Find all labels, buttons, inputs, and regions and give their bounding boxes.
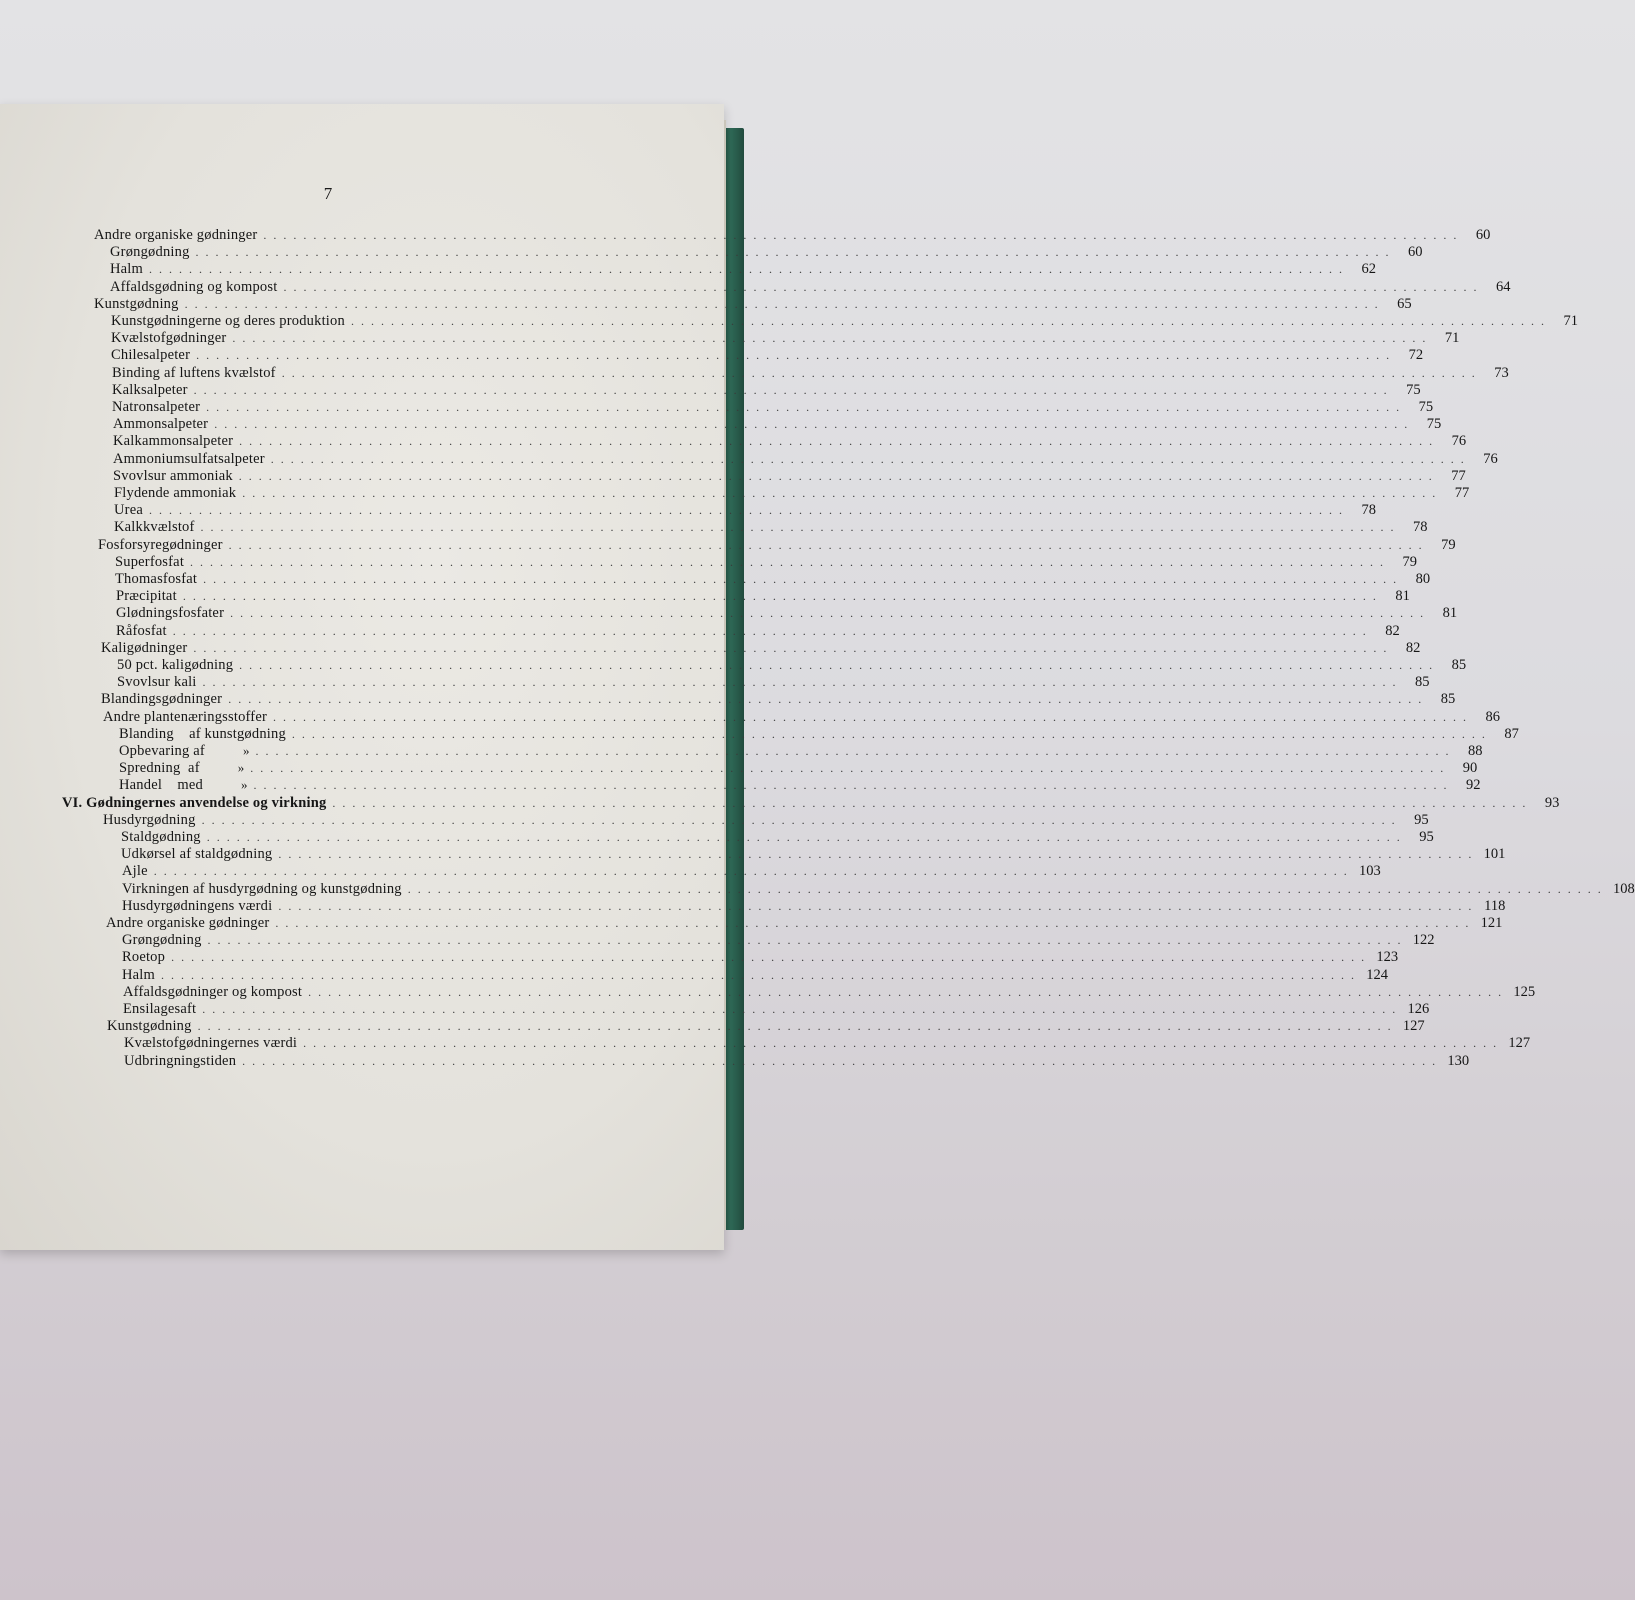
dot-leader: . . . . . . . . . . . . . . . . . . . . . . . . . . . . . . . . . . . . . . . . . . . . . . . . . . . . . . . . . . . . . . . . . . . . . . . . . . . . . . . . . . . . . . . . . . . . . . . . . . . . . . . . . . . . . . . . . . . . . . . .: [228, 537, 1424, 552]
dot-leader: . . . . . . . . . . . . . . . . . . . . . . . . . . . . . . . . . . . . . . . . . . . . . . . . . . . . . . . . . . . . . . . . . . . . . . . . . . . . . . . . . . . . . . . . . . . . . . . . . . . . . . . . . . . . . . . . . . . . . . . .: [190, 554, 1386, 569]
toc-entry-page: 76: [1451, 433, 1467, 450]
toc-entry-page: 81: [1442, 605, 1458, 622]
toc-entry: [103, 811, 1429, 830]
toc-entry-label: Blanding af kunstgødning: [119, 725, 286, 742]
toc-entry: [123, 983, 1536, 1002]
toc-entry: [111, 330, 1460, 348]
toc-entry-page: 108: [1612, 880, 1635, 897]
toc-entry-label: Halm: [122, 966, 156, 983]
toc-entry-page: 121: [1480, 915, 1503, 931]
dot-leader: . . . . . . . . . . . . . . . . . . . . . . . . . . . . . . . . . . . . . . . . . . . . . . . . . . . . . . . . . . . . . . . . . . . . . . . . . . . . . . . . . . . . . . . . . . . . . . . . . . . . . . . . . . . . . . . . . . . . . . . .: [230, 606, 1426, 621]
toc-entry: [114, 485, 1470, 503]
dot-leader: . . . . . . . . . . . . . . . . . . . . . . . . . . . . . . . . . . . . . . . . . . . . . . . . . . . . . . . . . . . . . . . . . . . . . . . . . . . . . . . . . . . . . . . . . . . . . . . . . . . . . . . . . . . . . . . . . . . . . . . .: [195, 245, 1391, 260]
toc-entry-label: Superfosfat: [115, 553, 185, 570]
toc-entry: [122, 880, 1635, 899]
toc-entry-label: Fosforsyregødninger: [98, 536, 223, 553]
toc-entry: [110, 261, 1377, 279]
toc-entry-page: 82: [1385, 622, 1400, 639]
toc-entry-page: 88: [1467, 743, 1483, 759]
toc-entry-label: Grøngødning: [122, 932, 202, 949]
toc-entry: [114, 519, 1428, 537]
dot-leader: . . . . . . . . . . . . . . . . . . . . . . . . . . . . . . . . . . . . . . . . . . . . . . . . . . . . . . . . . . . . . . . . . . . . . . . . . . . . . . . . . . . . . . . . . . . . . . . . . . . . . . . . . . . . . . . . . . . . . . . .: [172, 623, 1368, 638]
toc-entry-page: 95: [1419, 829, 1434, 845]
toc-entry-page: 93: [1544, 794, 1560, 811]
toc-entry: [121, 846, 1506, 864]
dot-leader: . . . . . . . . . . . . . . . . . . . . . . . . . . . . . . . . . . . . . . . . . . . . . . . . . . . . . . . . . . . . . . . . . . . . . . . . . . . . . . . . . . . . . . . . . . . . . . . . . . . . . . . . . . . . . . . . . . . . . . . .: [202, 1002, 1398, 1016]
toc-entry: [116, 622, 1400, 641]
dot-leader: . . . . . . . . . . . . . . . . . . . . . . . . . . . . . . . . . . . . . . . . . . . . . . . . . . . . . . . . . . . . . . . . . . . . . . . . . . . . . . . . . . . . . . . . . . . . . . . . . . . . . . . . . . . . . . . . . . . . . . . .: [193, 640, 1389, 655]
toc-entry-page: 118: [1484, 897, 1506, 914]
toc-entry-page: 76: [1483, 450, 1498, 467]
toc-entry-label: Roetop: [122, 949, 166, 966]
toc-entry-page: 75: [1418, 399, 1434, 415]
dot-leader: . . . . . . . . . . . . . . . . . . . . . . . . . . . . . . . . . . . . . . . . . . . . . . . . . . . . . . . . . . . . . . . . . . . . . . . . . . . . . . . . . . . . . . . . . . . . . . . . . . . . . . . . . . . . . . . . . . . . . . . .: [238, 468, 1434, 483]
toc-entry: [115, 553, 1418, 572]
toc-entry-label: Kvælstofgødningernes værdi: [124, 1035, 298, 1052]
toc-entry-page: 72: [1408, 347, 1424, 364]
toc-entry: [116, 605, 1458, 623]
dot-leader: . . . . . . . . . . . . . . . . . . . . . . . . . . . . . . . . . . . . . . . . . . . . . . . . . . . . . . . . . . . . . . . . . . . . . . . . . . . . . . . . . . . . . . . . . . . . . . . . . . . . . . . . . . . . . . . . . . . . . . . .: [250, 761, 1446, 776]
toc-entry-page: 130: [1447, 1052, 1470, 1069]
dot-leader: . . . . . . . . . . . . . . . . . . . . . . . . . . . . . . . . . . . . . . . . . . . . . . . . . . . . . . . . . . . . . . . . . . . . . . . . . . . . . . . . . . . . . . . . . . . . . . . . . . . . . . . . . . . . . . . . . . . . . . . .: [281, 365, 1477, 380]
dot-leader: . . . . . . . . . . . . . . . . . . . . . . . . . . . . . . . . . . . . . . . . . . . . . . . . . . . . . . . . . . . . . . . . . . . . . . . . . . . . . . . . . . . . . . . . . . . . . . . . . . . . . . . . . . . . . . . . . . . . . . . .: [275, 916, 1471, 930]
toc-entry-page: 86: [1485, 708, 1500, 725]
dot-leader: . . . . . . . . . . . . . . . . . . . . . . . . . . . . . . . . . . . . . . . . . . . . . . . . . . . . . . . . . . . . . . . . . . . . . . . . . . . . . . . . . . . . . . . . . . . . . . . . . . . . . . . . . . . . . . . . . . . . . . . .: [242, 486, 1438, 500]
toc-entry: [113, 433, 1467, 451]
toc-entry-page: 125: [1513, 983, 1536, 1000]
toc-entry-page: 103: [1359, 863, 1381, 880]
toc-entry: [112, 381, 1421, 400]
toc-entry-page: 60: [1475, 227, 1491, 243]
ditto-mark: »: [240, 777, 248, 793]
toc-entry-label: Husdyrgødning: [103, 811, 196, 828]
toc-entry-page: 81: [1395, 588, 1410, 605]
dot-leader: . . . . . . . . . . . . . . . . . . . . . . . . . . . . . . . . . . . . . . . . . . . . . . . . . . . . . . . . . . . . . . . . . . . . . . . . . . . . . . . . . . . . . . . . . . . . . . . . . . . . . . . . . . . . . . . . . . . . . . . .: [253, 778, 1449, 793]
dot-leader: . . . . . . . . . . . . . . . . . . . . . . . . . . . . . . . . . . . . . . . . . . . . . . . . . . . . . . . . . . . . . . . . . . . . . . . . . . . . . . . . . . . . . . . . . . . . . . . . . . . . . . . . . . . . . . . . . . . . . . . .: [202, 675, 1398, 690]
toc-entry-label: Spredning af: [119, 760, 200, 777]
dot-leader: . . . . . . . . . . . . . . . . . . . . . . . . . . . . . . . . . . . . . . . . . . . . . . . . . . . . . . . . . . . . . . . . . . . . . . . . . . . . . . . . . . . . . . . . . . . . . . . . . . . . . . . . . . . . . . . . . . . . . . . .: [242, 1053, 1438, 1068]
toc-entry-page: 62: [1361, 261, 1377, 278]
toc-entry-label: Glødningsfosfater: [116, 605, 225, 622]
toc-entry-page: 123: [1376, 949, 1399, 966]
toc-entry-page: 75: [1406, 381, 1421, 398]
toc-entry: [103, 708, 1500, 727]
dot-leader: . . . . . . . . . . . . . . . . . . . . . . . . . . . . . . . . . . . . . . . . . . . . . . . . . . . . . . . . . . . . . . . . . . . . . . . . . . . . . . . . . . . . . . . . . . . . . . . . . . . . . . . . . . . . . . . . . . . . . . . .: [350, 314, 1546, 328]
dot-leader: . . . . . . . . . . . . . . . . . . . . . . . . . . . . . . . . . . . . . . . . . . . . . . . . . . . . . . . . . . . . . . . . . . . . . . . . . . . . . . . . . . . . . . . . . . . . . . . . . . . . . . . . . . . . . . . . . . . . . . . .: [303, 1036, 1499, 1051]
toc-entry-label: Blandingsgødninger: [101, 691, 223, 708]
dot-leader: . . . . . . . . . . . . . . . . . . . . . . . . . . . . . . . . . . . . . . . . . . . . . . . . . . . . . . . . . . . . . . . . . . . . . . . . . . . . . . . . . . . . . . . . . . . . . . . . . . . . . . . . . . . . . . . . . . . . . . . .: [278, 898, 1474, 913]
dot-leader: . . . . . . . . . . . . . . . . . . . . . . . . . . . . . . . . . . . . . . . . . . . . . . . . . . . . . . . . . . . . . . . . . . . . . . . . . . . . . . . . . . . . . . . . . . . . . . . . . . . . . . . . . . . . . . . . . . . . . . . .: [278, 847, 1474, 862]
dot-leader: . . . . . . . . . . . . . . . . . . . . . . . . . . . . . . . . . . . . . . . . . . . . . . . . . . . . . . . . . . . . . . . . . . . . . . . . . . . . . . . . . . . . . . . . . . . . . . . . . . . . . . . . . . . . . . . . . . . . . . . .: [161, 967, 1357, 982]
toc-entry: [115, 571, 1431, 589]
toc-entry-label: Kaligødninger: [101, 639, 188, 656]
page-number: 7: [323, 184, 333, 203]
toc-entry-page: 77: [1451, 467, 1466, 484]
dot-leader: . . . . . . . . . . . . . . . . . . . . . . . . . . . . . . . . . . . . . . . . . . . . . . . . . . . . . . . . . . . . . . . . . . . . . . . . . . . . . . . . . . . . . . . . . . . . . . . . . . . . . . . . . . . . . . . . . . . . . . . .: [255, 744, 1451, 758]
toc-entry-label: Andre organiske gødninger: [106, 915, 270, 931]
dot-leader: . . . . . . . . . . . . . . . . . . . . . . . . . . . . . . . . . . . . . . . . . . . . . . . . . . . . . . . . . . . . . . . . . . . . . . . . . . . . . . . . . . . . . . . . . . . . . . . . . . . . . . . . . . . . . . . . . . . . . . . .: [332, 795, 1528, 810]
toc-entry: [94, 295, 1412, 314]
toc-entry: [116, 588, 1410, 606]
toc-entry: [112, 364, 1509, 383]
toc-entry-page: 71: [1444, 330, 1460, 347]
toc-entry: [122, 897, 1506, 916]
toc-entry-label: Thomasfosfat: [115, 571, 198, 587]
toc-entry-page: 82: [1405, 639, 1421, 656]
ditto-mark: »: [242, 743, 250, 758]
toc-entry: [123, 1001, 1430, 1019]
toc-entry-label: Kunstgødning: [107, 1018, 192, 1035]
toc-entry-page: 122: [1412, 932, 1435, 949]
toc-entry-label: Kalkammonsalpeter: [113, 433, 234, 450]
toc-entry-page: 90: [1462, 760, 1478, 777]
toc-entry-label: 50 pct. kaligødning: [117, 657, 234, 673]
toc-entry-page: 79: [1402, 553, 1418, 570]
toc-entry: [122, 966, 1389, 985]
toc-entry-label: Andre organiske gødninger: [94, 227, 258, 243]
toc-entry-page: 77: [1454, 485, 1470, 501]
dot-leader: . . . . . . . . . . . . . . . . . . . . . . . . . . . . . . . . . . . . . . . . . . . . . . . . . . . . . . . . . . . . . . . . . . . . . . . . . . . . . . . . . . . . . . . . . . . . . . . . . . . . . . . . . . . . . . . . . . . . . . . .: [239, 434, 1435, 449]
dot-leader: . . . . . . . . . . . . . . . . . . . . . . . . . . . . . . . . . . . . . . . . . . . . . . . . . . . . . . . . . . . . . . . . . . . . . . . . . . . . . . . . . . . . . . . . . . . . . . . . . . . . . . . . . . . . . . . . . . . . . . . .: [196, 348, 1392, 363]
toc-entry-label: Kvælstofgødninger: [111, 330, 227, 347]
toc-entry-page: 127: [1508, 1035, 1531, 1052]
toc-entry-page: 80: [1415, 571, 1431, 587]
toc-entry: [112, 399, 1434, 417]
dot-leader: . . . . . . . . . . . . . . . . . . . . . . . . . . . . . . . . . . . . . . . . . . . . . . . . . . . . . . . . . . . . . . . . . . . . . . . . . . . . . . . . . . . . . . . . . . . . . . . . . . . . . . . . . . . . . . . . . . . . . . . .: [153, 864, 1349, 879]
toc-entry: [106, 915, 1503, 933]
toc-entry-page: 87: [1504, 725, 1519, 742]
toc-entry-label: Grøngødning: [110, 244, 190, 261]
toc-entry: [122, 932, 1435, 950]
toc-entry-page: 124: [1366, 966, 1389, 983]
dot-leader: . . . . . . . . . . . . . . . . . . . . . . . . . . . . . . . . . . . . . . . . . . . . . . . . . . . . . . . . . . . . . . . . . . . . . . . . . . . . . . . . . . . . . . . . . . . . . . . . . . . . . . . . . . . . . . . . . . . . . . . .: [291, 726, 1487, 741]
toc-entry-page: 126: [1407, 1001, 1430, 1017]
toc-entry-page: 78: [1361, 502, 1376, 519]
toc-entry-page: 85: [1415, 674, 1430, 691]
toc-entry-label: Opbevaring af: [119, 743, 205, 759]
dot-leader: . . . . . . . . . . . . . . . . . . . . . . . . . . . . . . . . . . . . . . . . . . . . . . . . . . . . . . . . . . . . . . . . . . . . . . . . . . . . . . . . . . . . . . . . . . . . . . . . . . . . . . . . . . . . . . . . . . . . . . . .: [206, 830, 1402, 844]
toc-entry-label: Ammoniumsulfatsalpeter: [113, 450, 265, 467]
toc-entry-label: Svovlsur ammoniak: [113, 467, 233, 484]
dot-leader: . . . . . . . . . . . . . . . . . . . . . . . . . . . . . . . . . . . . . . . . . . . . . . . . . . . . . . . . . . . . . . . . . . . . . . . . . . . . . . . . . . . . . . . . . . . . . . . . . . . . . . . . . . . . . . . . . . . . . . . .: [148, 503, 1344, 518]
toc-entry-page: 85: [1440, 691, 1456, 708]
toc-entry: [110, 244, 1423, 262]
toc-entry-label: Præcipitat: [116, 588, 177, 605]
toc-entry-label: Kunstgødning: [94, 295, 179, 312]
toc-entry-label: Halm: [110, 261, 144, 278]
toc-entry-label: Udbringningstiden: [124, 1052, 237, 1069]
toc-entry-label: Urea: [114, 502, 143, 519]
toc-entry: [101, 691, 1456, 709]
toc-entry-label: Andre plantenæringsstoffer: [103, 708, 267, 725]
toc-entry-page: 71: [1563, 313, 1578, 329]
dot-leader: . . . . . . . . . . . . . . . . . . . . . . . . . . . . . . . . . . . . . . . . . . . . . . . . . . . . . . . . . . . . . . . . . . . . . . . . . . . . . . . . . . . . . . . . . . . . . . . . . . . . . . . . . . . . . . . . . . . . . . . .: [263, 228, 1459, 242]
toc-entry-label: Handel med: [119, 777, 203, 794]
toc-entry: [117, 674, 1430, 692]
dot-leader: . . . . . . . . . . . . . . . . . . . . . . . . . . . . . . . . . . . . . . . . . . . . . . . . . . . . . . . . . . . . . . . . . . . . . . . . . . . . . . . . . . . . . . . . . . . . . . . . . . . . . . . . . . . . . . . . . . . . . . . .: [270, 451, 1466, 466]
toc-entry: [119, 777, 1481, 795]
dot-leader: . . . . . . . . . . . . . . . . . . . . . . . . . . . . . . . . . . . . . . . . . . . . . . . . . . . . . . . . . . . . . . . . . . . . . . . . . . . . . . . . . . . . . . . . . . . . . . . . . . . . . . . . . . . . . . . . . . . . . . . .: [200, 520, 1396, 535]
toc-entry-page: 85: [1451, 657, 1467, 673]
toc-entry-label: Chilesalpeter: [111, 347, 191, 364]
dot-leader: . . . . . . . . . . . . . . . . . . . . . . . . . . . . . . . . . . . . . . . . . . . . . . . . . . . . . . . . . . . . . . . . . . . . . . . . . . . . . . . . . . . . . . . . . . . . . . . . . . . . . . . . . . . . . . . . . . . . . . . .: [184, 296, 1380, 311]
dot-leader: . . . . . . . . . . . . . . . . . . . . . . . . . . . . . . . . . . . . . . . . . . . . . . . . . . . . . . . . . . . . . . . . . . . . . . . . . . . . . . . . . . . . . . . . . . . . . . . . . . . . . . . . . . . . . . . . . . . . . . . .: [201, 812, 1397, 827]
toc-entry-page: 95: [1414, 811, 1429, 828]
toc-entry: [101, 639, 1421, 658]
toc-entry-page: 75: [1426, 416, 1442, 433]
toc-entry-page: 127: [1402, 1018, 1425, 1035]
toc-entry-label: VI. Gødningernes anvendelse og virkning: [62, 794, 327, 811]
toc-entry-label: Kalkkvælstof: [114, 519, 195, 536]
toc-entry-page: 73: [1494, 364, 1509, 381]
dot-leader: . . . . . . . . . . . . . . . . . . . . . . . . . . . . . . . . . . . . . . . . . . . . . . . . . . . . . . . . . . . . . . . . . . . . . . . . . . . . . . . . . . . . . . . . . . . . . . . . . . . . . . . . . . . . . . . . . . . . . . . .: [214, 417, 1410, 432]
toc-entry-page: 78: [1413, 519, 1428, 536]
toc-entry-page: 60: [1408, 244, 1423, 261]
toc-entry-label: Svovlsur kali: [117, 674, 197, 691]
toc-entry: [62, 794, 1560, 813]
dot-leader: . . . . . . . . . . . . . . . . . . . . . . . . . . . . . . . . . . . . . . . . . . . . . . . . . . . . . . . . . . . . . . . . . . . . . . . . . . . . . . . . . . . . . . . . . . . . . . . . . . . . . . . . . . . . . . . . . . . . . . . .: [149, 262, 1345, 277]
toc-entry: [113, 467, 1466, 486]
dot-leader: . . . . . . . . . . . . . . . . . . . . . . . . . . . . . . . . . . . . . . . . . . . . . . . . . . . . . . . . . . . . . . . . . . . . . . . . . . . . . . . . . . . . . . . . . . . . . . . . . . . . . . . . . . . . . . . . . . . . . . . .: [207, 933, 1403, 948]
toc-entry-page: 65: [1397, 295, 1412, 312]
dot-leader: . . . . . . . . . . . . . . . . . . . . . . . . . . . . . . . . . . . . . . . . . . . . . . . . . . . . . . . . . . . . . . . . . . . . . . . . . . . . . . . . . . . . . . . . . . . . . . . . . . . . . . . . . . . . . . . . . . . . . . . .: [206, 400, 1402, 414]
toc-entry: [122, 949, 1399, 967]
toc-entry: [117, 657, 1467, 675]
toc-entry: [122, 863, 1381, 881]
toc-entry: [124, 1052, 1470, 1071]
toc-entry: [94, 227, 1491, 245]
toc-entry: [119, 743, 1483, 761]
toc-entry-label: Affaldsgødninger og kompost: [123, 983, 303, 1000]
toc-entry-label: Udkørsel af staldgødning: [121, 846, 273, 863]
toc-entry-label: Ammonsalpeter: [113, 416, 209, 433]
dot-leader: . . . . . . . . . . . . . . . . . . . . . . . . . . . . . . . . . . . . . . . . . . . . . . . . . . . . . . . . . . . . . . . . . . . . . . . . . . . . . . . . . . . . . . . . . . . . . . . . . . . . . . . . . . . . . . . . . . . . . . . .: [228, 692, 1424, 707]
dot-leader: . . . . . . . . . . . . . . . . . . . . . . . . . . . . . . . . . . . . . . . . . . . . . . . . . . . . . . . . . . . . . . . . . . . . . . . . . . . . . . . . . . . . . . . . . . . . . . . . . . . . . . . . . . . . . . . . . . . . . . . .: [283, 279, 1479, 294]
toc-entry-label: Ensilagesaft: [123, 1001, 197, 1017]
toc-entry: [110, 278, 1511, 297]
toc-entry-page: 101: [1483, 846, 1506, 863]
toc-entry: [114, 502, 1376, 520]
toc-entry-label: Binding af luftens kvælstof: [112, 364, 276, 381]
toc-entry-page: 64: [1495, 278, 1511, 295]
toc-entry: [121, 829, 1434, 847]
toc-entry: [111, 313, 1578, 331]
toc-entry: [111, 347, 1424, 365]
dot-leader: . . . . . . . . . . . . . . . . . . . . . . . . . . . . . . . . . . . . . . . . . . . . . . . . . . . . . . . . . . . . . . . . . . . . . . . . . . . . . . . . . . . . . . . . . . . . . . . . . . . . . . . . . . . . . . . . . . . . . . . .: [197, 1019, 1393, 1034]
dot-leader: . . . . . . . . . . . . . . . . . . . . . . . . . . . . . . . . . . . . . . . . . . . . . . . . . . . . . . . . . . . . . . . . . . . . . . . . . . . . . . . . . . . . . . . . . . . . . . . . . . . . . . . . . . . . . . . . . . . . . . . .: [232, 331, 1428, 346]
dot-leader: . . . . . . . . . . . . . . . . . . . . . . . . . . . . . . . . . . . . . . . . . . . . . . . . . . . . . . . . . . . . . . . . . . . . . . . . . . . . . . . . . . . . . . . . . . . . . . . . . . . . . . . . . . . . . . . . . . . . . . . .: [193, 382, 1389, 397]
toc-entry: [113, 416, 1442, 434]
toc-entry-label: Husdyrgødningens værdi: [122, 897, 273, 914]
dot-leader: . . . . . . . . . . . . . . . . . . . . . . . . . . . . . . . . . . . . . . . . . . . . . . . . . . . . . . . . . . . . . . . . . . . . . . . . . . . . . . . . . . . . . . . . . . . . . . . . . . . . . . . . . . . . . . . . . . . . . . . .: [308, 984, 1504, 999]
dot-leader: . . . . . . . . . . . . . . . . . . . . . . . . . . . . . . . . . . . . . . . . . . . . . . . . . . . . . . . . . . . . . . . . . . . . . . . . . . . . . . . . . . . . . . . . . . . . . . . . . . . . . . . . . . . . . . . . . . . . . . . .: [273, 709, 1468, 724]
toc-entry-label: Kunstgødningerne og deres produktion: [111, 313, 345, 329]
toc-entry: [98, 536, 1456, 555]
ditto-mark: »: [237, 760, 245, 776]
toc-entry-label: Staldgødning: [121, 829, 201, 845]
toc-entry-label: Kalksalpeter: [112, 381, 188, 398]
dot-leader: . . . . . . . . . . . . . . . . . . . . . . . . . . . . . . . . . . . . . . . . . . . . . . . . . . . . . . . . . . . . . . . . . . . . . . . . . . . . . . . . . . . . . . . . . . . . . . . . . . . . . . . . . . . . . . . . . . . . . . . .: [182, 589, 1378, 604]
toc-entry-label: Flydende ammoniak: [114, 485, 237, 501]
toc-entry: [107, 1018, 1425, 1036]
toc-entry-page: 92: [1465, 777, 1481, 794]
dot-leader: . . . . . . . . . . . . . . . . . . . . . . . . . . . . . . . . . . . . . . . . . . . . . . . . . . . . . . . . . . . . . . . . . . . . . . . . . . . . . . . . . . . . . . . . . . . . . . . . . . . . . . . . . . . . . . . . . . . . . . . .: [171, 950, 1367, 965]
toc-entry-label: Ajle: [122, 863, 148, 880]
dot-leader: . . . . . . . . . . . . . . . . . . . . . . . . . . . . . . . . . . . . . . . . . . . . . . . . . . . . . . . . . . . . . . . . . . . . . . . . . . . . . . . . . . . . . . . . . . . . . . . . . . . . . . . . . . . . . . . . . . . . . . . .: [239, 658, 1435, 672]
toc-entry-label: Natronsalpeter: [112, 399, 201, 415]
toc-entry: [119, 725, 1519, 744]
dot-leader: . . . . . . . . . . . . . . . . . . . . . . . . . . . . . . . . . . . . . . . . . . . . . . . . . . . . . . . . . . . . . . . . . . . . . . . . . . . . . . . . . . . . . . . . . . . . . . . . . . . . . . . . . . . . . . . . . . . . . . . .: [407, 881, 1603, 896]
toc-entry-label: Affaldsgødning og kompost: [110, 278, 278, 295]
toc-entry: [119, 760, 1478, 778]
toc-entry: [113, 450, 1498, 469]
toc-entry-page: 79: [1441, 536, 1456, 553]
toc-entry-label: Råfosfat: [116, 622, 167, 639]
toc-entry: [124, 1035, 1531, 1053]
toc-entry-label: Virkningen af husdyrgødning og kunstgødning: [122, 880, 402, 897]
dot-leader: . . . . . . . . . . . . . . . . . . . . . . . . . . . . . . . . . . . . . . . . . . . . . . . . . . . . . . . . . . . . . . . . . . . . . . . . . . . . . . . . . . . . . . . . . . . . . . . . . . . . . . . . . . . . . . . . . . . . . . . .: [203, 572, 1399, 586]
